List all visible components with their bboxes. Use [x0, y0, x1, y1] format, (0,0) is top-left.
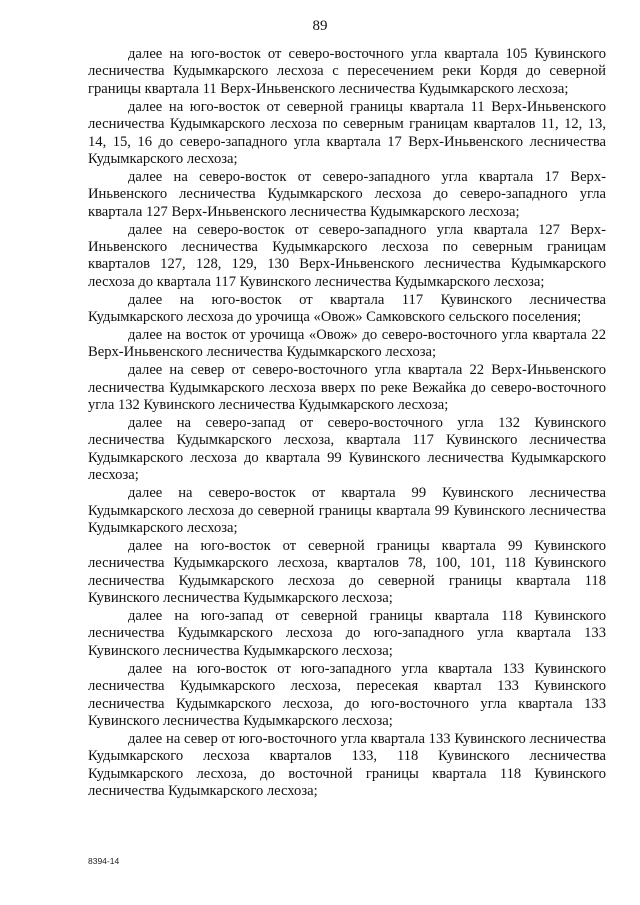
paragraph: далее на северо-восток от северо-западного угла квартала 17 Верх-Иньвенского лесничества Кудымкарского лесхоза до северо-западного угла квартала 127 Верх-Иньвенского лесничества Кудымкарского лесхоза;: [88, 168, 606, 220]
document-code: 8394-14: [88, 856, 120, 866]
paragraph: далее на юго-восток от северной границы квартала 11 Верх-Иньвенского лесничества Кудымкарского лесхоза по северным границам кварталов 11, 12, 13, 14, 15, 16 до северо-западного угла квартала 17 Верх-Иньвенского лесничества Кудымкарского лесхоза;: [88, 98, 606, 167]
paragraph: далее на север от северо-восточного угла квартала 22 Верх-Иньвенского лесничества Кудымкарского лесхоза вверх по реке Вежайка до северо-восточного угла 132 Кувинского лесничества Кудымкарского лесхоза;: [88, 362, 606, 414]
paragraph: далее на север от юго-восточного угла квартала 133 Кувинского лесничества Кудымкарского лесхоза кварталов 133, 118 Кувинского лесничества Кудымкарского лесхоза, до восточной границы квартала 118 Кувинского лесничества Кудымкарского лесхоза;: [88, 730, 606, 800]
document-body: [88, 46, 606, 801]
paragraph: далее на северо-восток от квартала 99 Кувинского лесничества Кудымкарского лесхоза до северной границы квартала 99 Кувинского лесничества Кудымкарского лесхоза;: [88, 485, 606, 536]
paragraph: далее на восток от урочища «Овож» до северо-восточного угла квартала 22 Верх-Иньвенского лесничества Кудымкарского лесхоза;: [88, 327, 606, 361]
paragraph: далее на северо-восток от северо-западного угла квартала 127 Верх-Иньвенского лесничества Кудымкарского лесхоза по северным границам кварталов 127, 128, 129, 130 Верх-Иньвенского лесничества Кудымкарского лесхоза до квартала 117 Кувинского лесничества Кудымкарского лесхоза;: [88, 221, 606, 290]
paragraph: далее на юго-восток от юго-западного угла квартала 133 Кувинского лесничества Кудымкарского лесхоза, пересекая квартал 133 Кувинского лесничества Кудымкарского лесхоза, до юго-восточного угла квартала 133 Кувинского лесничества Кудымкарского лесхоза;: [88, 660, 606, 729]
paragraph: далее на юго-запад от северной границы квартала 118 Кувинского лесничества Кудымкарского лесхоза до юго-западного угла квартала 133 Кувинского лесничества Кудымкарского лесхоза;: [88, 608, 606, 659]
page-number: 89: [312, 18, 328, 34]
paragraph: далее на юго-восток от квартала 117 Кувинского лесничества Кудымкарского лесхоза до урочища «Овож» Самковского сельского поселения;: [88, 291, 606, 326]
paragraph: далее на юго-восток от северо-восточного угла квартала 105 Кувинского лесничества Кудымкарского лесхоза с пересечением реки Кордя до северной границы квартала 11 Верх-Иньвенского лесничества Кудымкарского лесхоза;: [88, 46, 606, 97]
paragraph: далее на юго-восток от северной границы квартала 99 Кувинского лесничества Кудымкарского лесхоза, кварталов 78, 100, 101, 118 Кувинского лесничества Кудымкарского лесхоза до северной границы квартала 118 Кувинского лесничества Кудымкарского лесхоза;: [88, 537, 606, 607]
paragraph: далее на северо-запад от северо-восточного угла 132 Кувинского лесничества Кудымкарского лесхоза, квартала 117 Кувинского лесничества Кудымкарского лесхоза до квартала 99 Кувинского лесничества Кудымкарского лесхоза;: [88, 415, 606, 484]
